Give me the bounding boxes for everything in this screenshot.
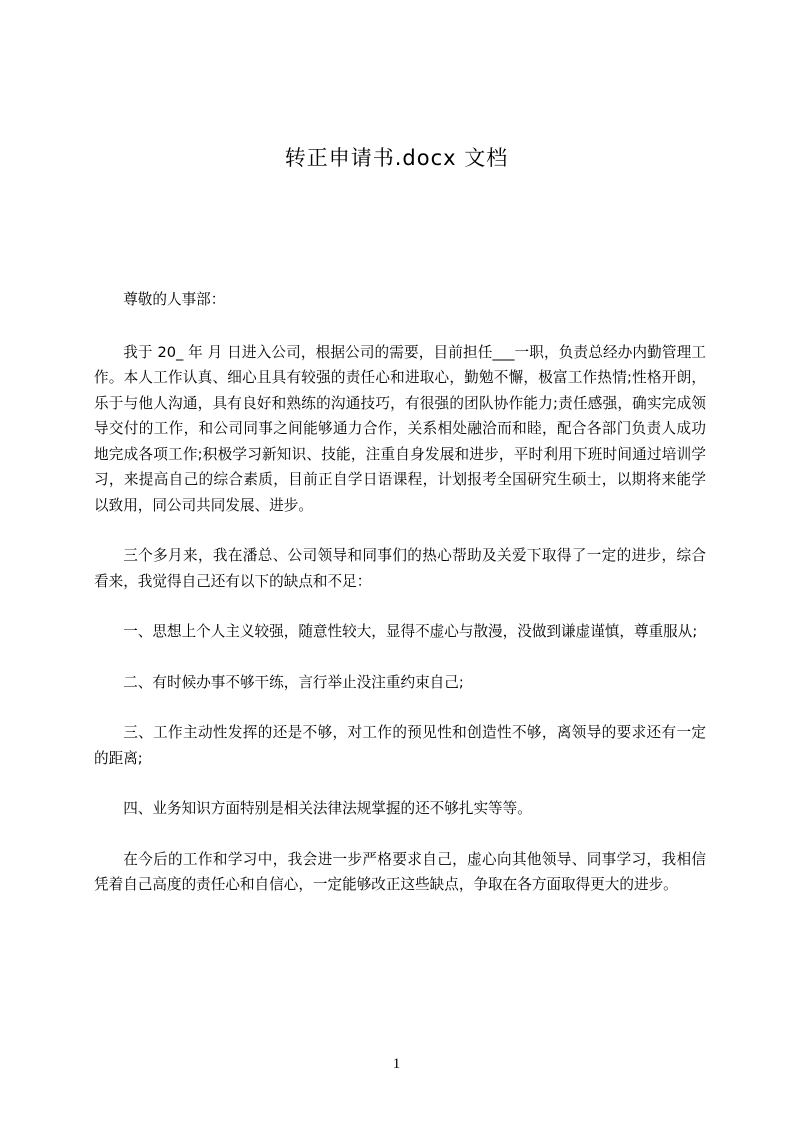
paragraph-introduction: 我于 20_ 年 月 日进入公司，根据公司的需要，目前担任___一职，负责总经办内勤管理工作。本人工作认真、细心且具有较强的责任心和进取心，勤勉不懈，极富工作热情;性格开朗，乐于与他人沟通，具有良好和熟练的沟通技巧，有很强的团队协作能力;责任感强，确实完成领导交付的工作，和公司同事之间能够通力合作，关系相处融洽而和睦，配合各部门负责人成功地完成各项工作;积极学习新知识、技能，注重自身发展和进步，平时利用下班时间通过培训学习，来提高自己的综合素质，目前正自学日语课程，计划报考全国研究生硕士，以期将来能学以致用，同公司共同发展、进步。 xyxy=(94,343,706,514)
paragraph-progress-summary: 三个多月来，我在潘总、公司领导和同事们的热心帮助及关爱下取得了一定的进步，综合看来，我觉得自己还有以下的缺点和不足： xyxy=(94,547,706,590)
paragraph-shortcoming-1: 一、思想上个人主义较强，随意性较大，显得不虚心与散漫，没做到谦虚谨慎，尊重服从; xyxy=(123,623,698,640)
paragraph-shortcoming-2: 二、有时候办事不够干练，言行举止没注重约束自己; xyxy=(123,673,464,691)
page-number: 1 xyxy=(392,1056,401,1072)
document-title: 转正申请书.docx 文档 xyxy=(284,146,509,170)
salutation: 尊敬的人事部： xyxy=(123,291,226,308)
paragraph-shortcoming-3: 三、工作主动性发挥的还是不够，对工作的预见性和创造性不够，离领导的要求还有一定的距离; xyxy=(94,724,706,767)
document-body xyxy=(94,287,706,898)
paragraph-conclusion: 在今后的工作和学习中，我会进一步严格要求自己，虚心向其他领导、同事学习，我相信凭着自己高度的责任心和自信心，一定能够改正这些缺点，争取在各方面取得更大的进步。 xyxy=(94,850,706,893)
paragraph-shortcoming-4: 四、业务知识方面特别是相关法律法规掌握的还不够扎实等等。 xyxy=(123,800,532,817)
